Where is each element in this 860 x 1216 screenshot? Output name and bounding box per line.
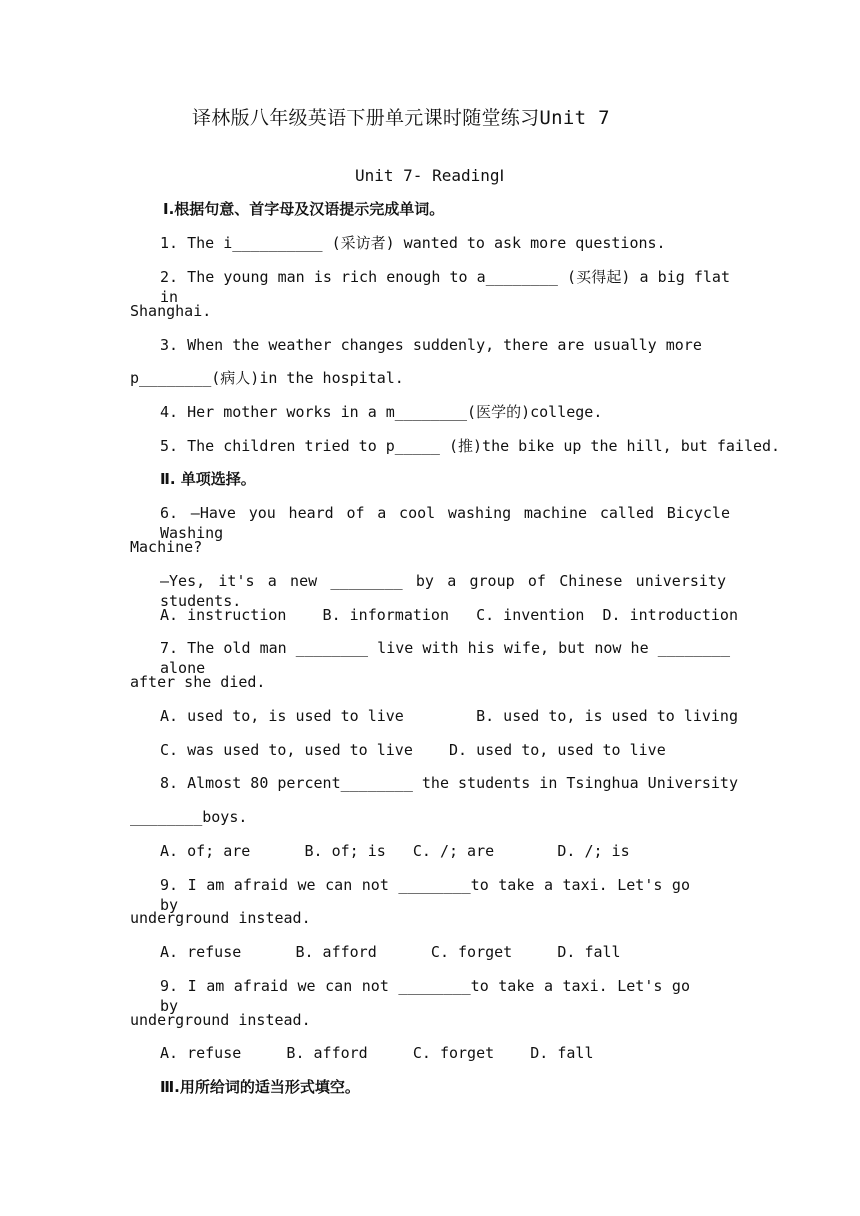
question-9-options: A. refuse B. afford C. forget D. fall: [160, 943, 621, 961]
question-9-line-1: 9. I am afraid we can not ________to take a taxi. Let's go by: [160, 876, 690, 914]
question-3-line-2: p________(病人)in the hospital.: [130, 369, 404, 387]
question-2-line-2: Shanghai.: [130, 302, 212, 320]
question-5: 5. The children tried to p_____ (推)the bike up the hill, but failed.: [160, 437, 781, 455]
question-6-line-1: 6. —Have you heard of a cool washing machine called Bicycle Washing: [160, 504, 730, 542]
question-7-options-1: A. used to, is used to live B. used to, is used to living: [160, 707, 738, 725]
question-8-options: A. of; are B. of; is C. /; are D. /; is: [160, 842, 630, 860]
question-8-line-1: 8. Almost 80 percent________ the students in Tsinghua University: [160, 774, 738, 792]
question-9-repeat-line-2: underground instead.: [130, 1011, 311, 1029]
question-6-options: A. instruction B. information C. invention D. introduction: [160, 606, 738, 624]
question-4: 4. Her mother works in a m________(医学的)college.: [160, 403, 603, 421]
question-6-reply: —Yes, it's a new ________ by a group of Chinese university students.: [160, 572, 726, 610]
section-3-heading: Ⅲ.用所给词的适当形式填空。: [160, 1078, 360, 1096]
document-title: 译林版八年级英语下册单元课时随堂练习Unit 7: [192, 107, 610, 129]
question-7-line-2: after she died.: [130, 673, 266, 691]
question-1: 1. The i__________ (采访者) wanted to ask more questions.: [160, 234, 666, 252]
question-7-line-1: 7. The old man ________ live with his wife, but now he ________ alone: [160, 639, 730, 677]
section-2-heading: Ⅱ. 单项选择。: [160, 470, 256, 488]
question-3-line-1: 3. When the weather changes suddenly, there are usually more: [160, 336, 702, 354]
section-1-heading: Ⅰ.根据句意、首字母及汉语提示完成单词。: [163, 200, 445, 218]
question-7-options-2: C. was used to, used to live D. used to, used to live: [160, 741, 666, 759]
question-9-repeat-line-1: 9. I am afraid we can not ________to take a taxi. Let's go by: [160, 977, 690, 1015]
question-6-line-2: Machine?: [130, 538, 203, 556]
question-9-repeat-options: A. refuse B. afford C. forget D. fall: [160, 1044, 594, 1062]
question-9-line-2: underground instead.: [130, 909, 311, 927]
question-2-line-1: 2. The young man is rich enough to a________ (买得起) a big flat in: [160, 268, 730, 306]
question-8-line-2: ________boys.: [130, 808, 248, 826]
lesson-subtitle: Unit 7- ReadingⅠ: [355, 166, 505, 185]
